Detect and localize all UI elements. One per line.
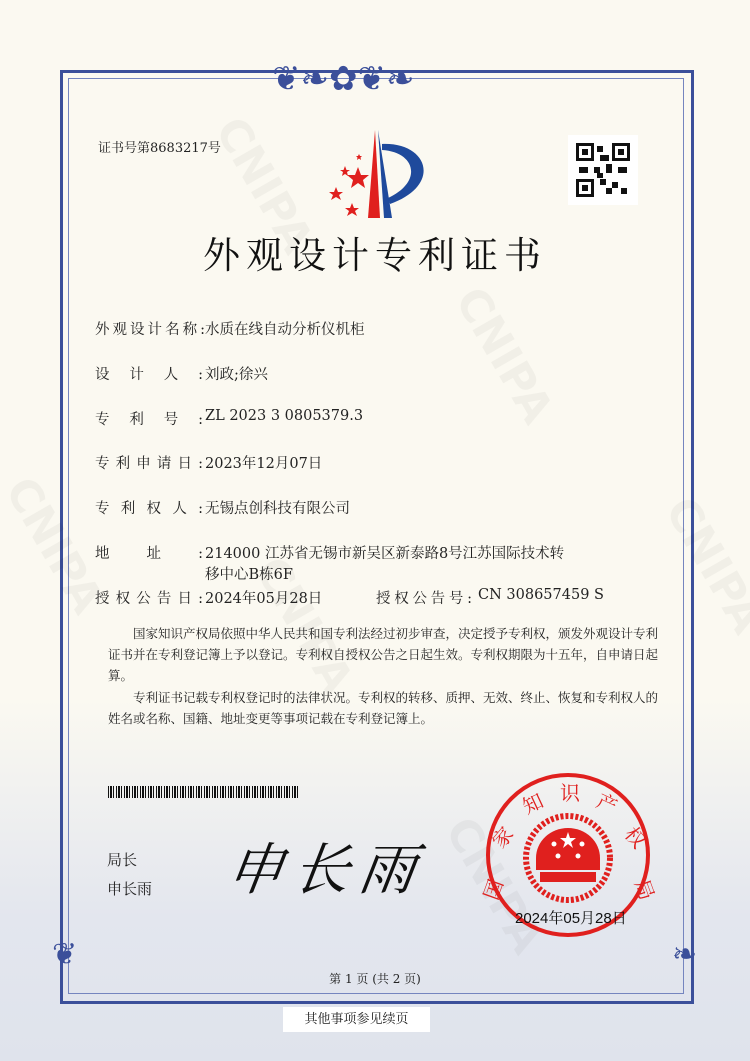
- field-patentee: [95, 497, 350, 518]
- ornament-icon: ❦: [52, 937, 78, 972]
- field-announcement-number: [376, 587, 604, 608]
- continuation-note: 其他事项参见续页: [283, 1007, 430, 1032]
- signatory-title: 局长: [107, 851, 138, 869]
- field-patent-number: [95, 408, 364, 429]
- field-label: 专利申请日:: [95, 456, 203, 472]
- svg-text:局: 局: [629, 876, 658, 904]
- svg-text:国: 国: [478, 876, 509, 904]
- ornament-icon: ❦❧✿❦❧: [272, 59, 415, 99]
- handwritten-signature: 申长雨: [222, 838, 430, 903]
- qr-code[interactable]: [568, 135, 638, 205]
- svg-text:权: 权: [619, 822, 651, 853]
- field-value: 2024年05月28日: [205, 591, 323, 607]
- field-label: 专利权人:: [95, 501, 203, 517]
- field-value: 无锡点创科技有限公司: [205, 501, 350, 517]
- field-value: 刘政;徐兴: [205, 367, 268, 383]
- page-title: 外观设计专利证书: [203, 234, 547, 277]
- barcode: [108, 786, 298, 798]
- signatory-name: 申长雨: [107, 880, 153, 898]
- field-value: CN 308657459 S: [478, 587, 604, 603]
- field-value: 水质在线自动分析仪机柜: [205, 322, 365, 338]
- field-label: 外观设计名称:: [95, 322, 205, 338]
- svg-text:知: 知: [518, 788, 548, 819]
- field-designer: [95, 363, 268, 384]
- field-value: 2023年12月07日: [205, 456, 323, 472]
- field-address: [95, 542, 565, 583]
- field-grant-date: [95, 587, 323, 608]
- certificate-number: 证书号第8683217号: [98, 141, 221, 156]
- field-filing-date: [95, 452, 323, 473]
- field-label: 专利号:: [95, 412, 203, 428]
- field-label: 授权公告号:: [376, 591, 472, 607]
- seal-date: 2024年05月28日: [515, 910, 627, 927]
- field-label: 授权公告日:: [95, 591, 203, 607]
- field-design-name: [95, 318, 365, 339]
- legal-paragraph: 专利证书记载专利权登记时的法律状况。专利权的转移、质押、无效、终止、恢复和专利权人的姓名或名称、国籍、地址变更等事项记载在专利登记簿上。: [108, 690, 659, 726]
- cnipa-logo: [318, 130, 438, 224]
- svg-text:识: 识: [560, 781, 580, 805]
- field-value: 214000 江苏省无锡市新吴区新泰路8号江苏国际技术转: [205, 546, 565, 562]
- page-number: 第 1 页 (共 2 页): [329, 972, 421, 986]
- legal-paragraph: 国家知识产权局依照中华人民共和国专利法经过初步审查，决定授予专利权，颁发外观设计专利证书并在专利登记簿上予以登记。专利权自授权公告之日起生效。专利权期限为十五年，自申请日起算。: [108, 626, 659, 683]
- field-label: 设计人:: [95, 367, 203, 383]
- svg-text:家: 家: [487, 822, 519, 853]
- field-value-line2: 移中心B栋6F: [205, 567, 293, 583]
- svg-text:产: 产: [592, 788, 622, 819]
- field-value: ZL 2023 3 0805379.3: [205, 408, 364, 424]
- field-label: 地址:: [95, 546, 203, 562]
- ornament-icon: ❧: [672, 937, 698, 972]
